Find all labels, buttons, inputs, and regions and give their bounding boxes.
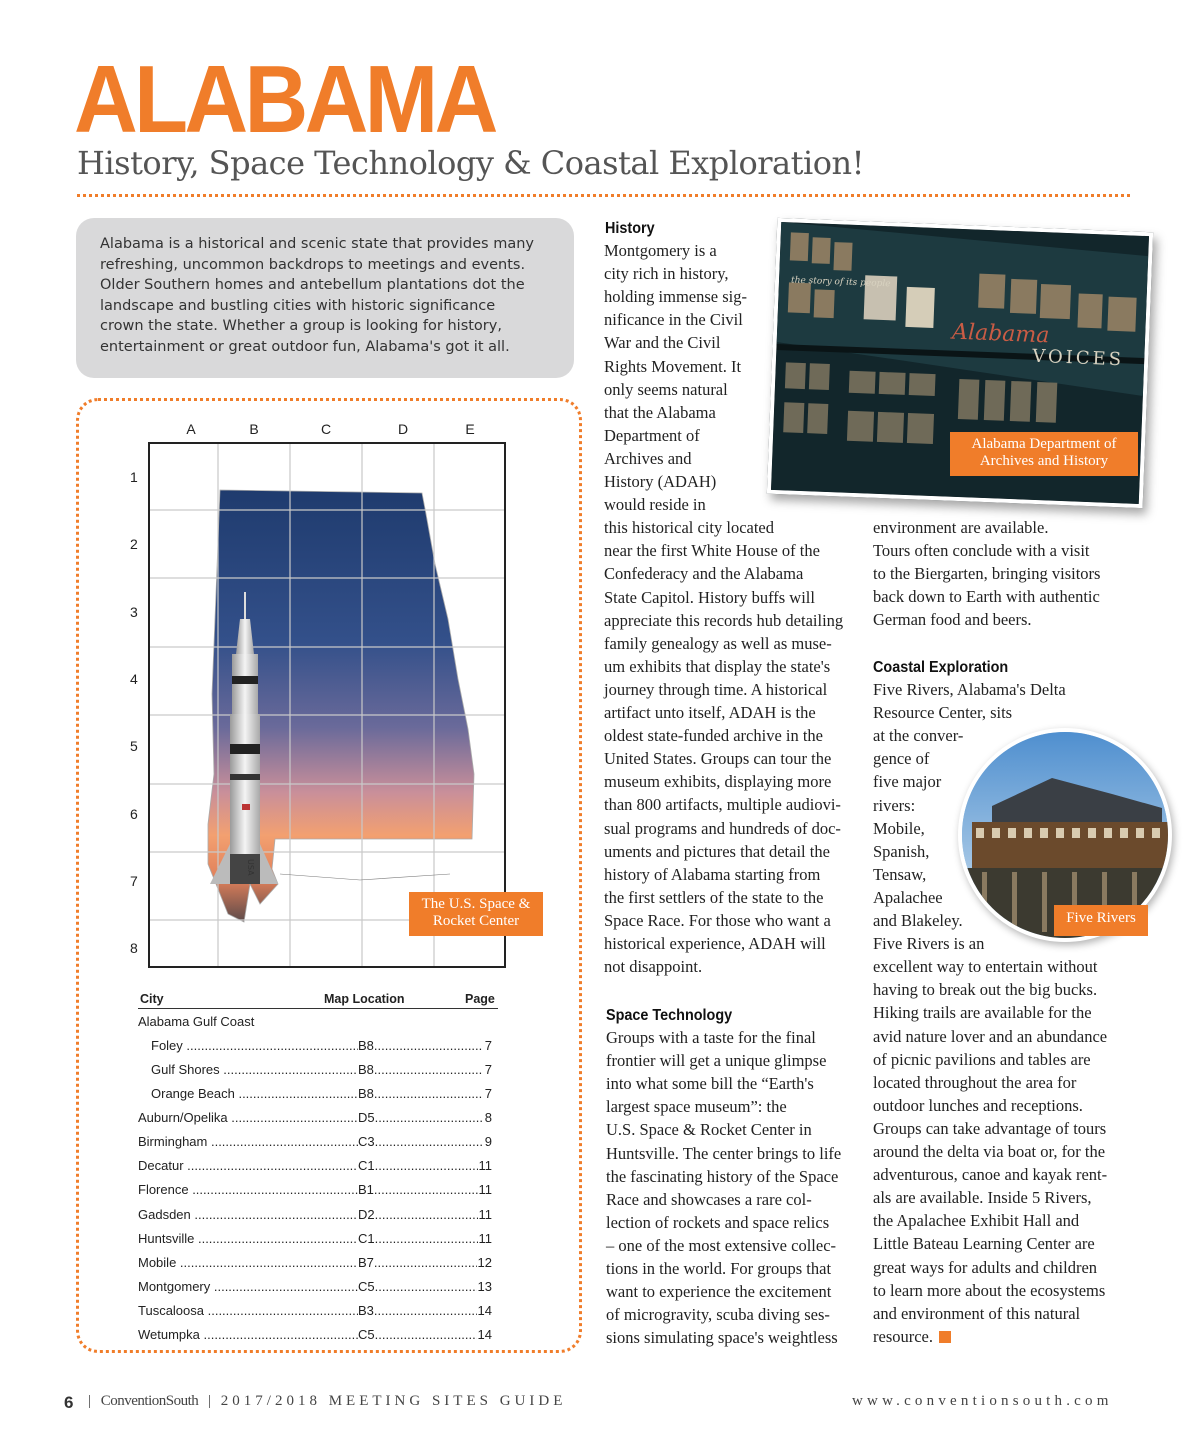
body-line: resource. xyxy=(873,1325,951,1348)
footer-guide: 2017/2018 MEETING SITES GUIDE xyxy=(220,1393,567,1409)
body-line: Confederacy and the Alabama xyxy=(604,564,804,584)
body-line: frontier will get a unique glimpse xyxy=(606,1051,827,1071)
body-line: Spanish, xyxy=(873,841,930,861)
caption-line: Archives and History xyxy=(979,453,1109,469)
body-line: and Blakeley. xyxy=(873,911,963,930)
body-line: sual programs and hundreds of doc- xyxy=(604,818,841,838)
city-name: Tuscaloosa ..... xyxy=(138,1302,358,1320)
body-line: rivers: xyxy=(873,795,916,815)
map-location: B7 ..... xyxy=(358,1254,482,1272)
rocket-usa-text: USA xyxy=(246,859,255,876)
city-name: Foley ..... xyxy=(138,1037,358,1055)
body-line: environment are available. xyxy=(873,518,1049,537)
table-row xyxy=(138,1326,496,1344)
body-line: city rich in history, xyxy=(604,264,729,284)
map-row-label: 1 xyxy=(130,469,138,485)
city-name: Huntsville ..... xyxy=(138,1230,358,1248)
coastal-section xyxy=(873,655,1023,679)
map-location: D2 ..... xyxy=(358,1206,482,1224)
page-number: 12 xyxy=(477,1255,492,1270)
body-line: artifact unto itself, ADAH is the xyxy=(604,703,816,722)
map-location: C1 ..... xyxy=(358,1230,482,1248)
map-location: B1 ..... xyxy=(358,1181,482,1199)
body-line: Space Race. For those who want a xyxy=(604,910,831,930)
intro-box xyxy=(76,218,574,378)
intro-line: crown the state. Whether a group is looking for history, xyxy=(100,318,502,334)
photo-voices-text: VOICES xyxy=(1031,345,1125,371)
map-column-label: B xyxy=(249,421,259,437)
alabama-map-grid xyxy=(148,442,506,968)
city-name: Orange Beach ..... xyxy=(138,1085,358,1103)
city-name: Montgomery ..... xyxy=(138,1278,358,1296)
body-line: the first settlers of the state to the xyxy=(604,887,824,907)
map-location: C1 ..... xyxy=(358,1157,482,1175)
table-row xyxy=(138,1181,496,1199)
intro-line: Alabama is a historical and scenic state that provides many xyxy=(100,236,534,252)
body-line: Five Rivers is an xyxy=(873,934,985,954)
body-line: Mobile, xyxy=(873,818,925,838)
body-line: journey through time. A historical xyxy=(604,679,828,699)
body-line: State Capitol. History buffs will xyxy=(604,587,815,607)
photo-alabama-text: Alabama xyxy=(951,319,1050,349)
body-line: German food and beers. xyxy=(873,610,1032,630)
table-row xyxy=(138,1157,496,1175)
body-line: Montgomery is a xyxy=(604,241,717,260)
body-line: Groups with a taste for the final xyxy=(606,1028,816,1047)
city-name: Mobile ..... xyxy=(138,1254,358,1272)
end-mark-icon xyxy=(939,1331,951,1343)
body-line: Groups can take advantage of tours xyxy=(873,1118,1107,1138)
page-subtitle: History, Space Technology & Coastal Exploration! xyxy=(77,144,864,182)
map-column-label: C xyxy=(320,421,332,437)
city-table-header xyxy=(138,992,498,1009)
map-location: C3 ..... xyxy=(358,1133,482,1151)
body-line: Huntsville. The center brings to life xyxy=(606,1143,842,1163)
body-line: Department of xyxy=(604,425,700,445)
map-row-label: 7 xyxy=(130,873,138,889)
archives-caption xyxy=(950,432,1138,476)
body-line: appreciate this records hub detailing xyxy=(604,610,844,630)
space-section xyxy=(606,1003,746,1027)
body-line: museum exhibits, displaying more xyxy=(604,772,832,792)
body-line: having to break out the big bucks. xyxy=(873,980,1098,1000)
table-row xyxy=(138,1230,496,1248)
page-number: 6 xyxy=(64,1393,74,1412)
table-row xyxy=(138,1302,496,1320)
body-line: that the Alabama xyxy=(604,402,716,422)
alabama-map-image xyxy=(150,444,504,966)
caption-line: Rocket Center xyxy=(432,913,520,929)
table-group-row xyxy=(138,1013,496,1031)
body-line: five major xyxy=(873,772,942,792)
table-row xyxy=(138,1085,496,1103)
table-row xyxy=(138,1254,496,1272)
body-line: Race and showcases a rare col- xyxy=(606,1189,812,1209)
body-line: largest space museum”: the xyxy=(606,1097,787,1117)
body-line: nificance in the Civil xyxy=(604,310,743,330)
body-line: not disappoint. xyxy=(604,957,703,977)
intro-line: landscape and bustling cities with historic significance xyxy=(100,297,496,314)
body-line: Little Bateau Learning Center are xyxy=(873,1234,1095,1254)
intro-line: entertainment or great outdoor fun, Alabama's got it all. xyxy=(100,338,510,355)
table-row xyxy=(138,1037,496,1055)
body-line: Apalachee xyxy=(873,887,943,907)
map-row-label: 5 xyxy=(130,738,138,754)
page-number: 14 xyxy=(477,1303,492,1318)
body-line: excellent way to entertain without xyxy=(873,957,1098,977)
body-line: outdoor lunches and receptions. xyxy=(873,1095,1083,1115)
map-location: B3 ..... xyxy=(358,1302,482,1320)
page-number: 7 xyxy=(484,1062,492,1077)
col-header-city: City xyxy=(140,992,164,1006)
page-number: 11 xyxy=(478,1182,492,1197)
table-row xyxy=(138,1109,496,1127)
footer-separator: | xyxy=(208,1393,212,1409)
city-name: Decatur ..... xyxy=(138,1157,358,1175)
footer-url: www.conventionsouth.com xyxy=(852,1393,1113,1409)
body-line: near the first White House of the xyxy=(604,541,820,561)
body-line: avid nature lover and an abundance xyxy=(873,1026,1108,1046)
table-row xyxy=(138,1206,496,1224)
dotted-divider xyxy=(77,194,1130,197)
map-row-label: 8 xyxy=(130,940,138,956)
body-line: to the Biergarten, bringing visitors xyxy=(873,564,1101,584)
body-line: Five Rivers, Alabama's Delta xyxy=(873,680,1066,699)
city-name: Gadsden ..... xyxy=(138,1206,358,1224)
body-line: the Apalachee Exhibit Hall and xyxy=(873,1211,1080,1231)
page-number: 7 xyxy=(484,1086,492,1101)
body-line: would reside in xyxy=(604,495,706,515)
body-line: to learn more about the ecosystems xyxy=(873,1280,1106,1300)
body-line: into what some bill the “Earth's xyxy=(606,1074,814,1094)
body-line: back down to Earth with authentic xyxy=(873,587,1100,607)
body-line: War and the Civil xyxy=(604,333,721,353)
map-column-label: A xyxy=(186,421,196,437)
caption-line: Alabama Department of xyxy=(971,436,1117,452)
map-column-label: D xyxy=(397,421,409,437)
body-line: this historical city located xyxy=(604,518,774,538)
body-line: great ways for adults and children xyxy=(873,1257,1098,1277)
body-line: sions simulating space's weightless xyxy=(606,1328,838,1348)
body-line: adventurous, canoe and kayak rent- xyxy=(873,1165,1108,1185)
map-location: B8 ..... xyxy=(358,1061,482,1079)
map-row-label: 2 xyxy=(130,536,138,552)
city-name: Wetumpka ..... xyxy=(138,1326,358,1344)
body-line: historical experience, ADAH will xyxy=(604,934,826,953)
map-location: D5 ..... xyxy=(358,1109,482,1127)
page-number: 14 xyxy=(477,1327,492,1342)
map-location: B8 ..... xyxy=(358,1085,482,1103)
body-line: located throughout the area for xyxy=(873,1072,1077,1092)
body-line: als are available. Inside 5 Rivers, xyxy=(873,1188,1092,1208)
body-line: Archives and xyxy=(604,448,692,468)
body-line: gence of xyxy=(873,749,930,769)
body-line: at the conver- xyxy=(873,726,964,746)
city-name: Birmingham ..... xyxy=(138,1133,358,1151)
body-line: – one of the most extensive collec- xyxy=(606,1235,837,1255)
page-number: 11 xyxy=(478,1207,492,1222)
body-line: history of Alabama starting from xyxy=(604,864,821,884)
map-row-label: 3 xyxy=(130,604,138,620)
body-line: um exhibits that display the state's xyxy=(604,656,831,676)
body-line: oldest state-funded archive in the xyxy=(604,726,824,746)
space-heading: Space Technology xyxy=(606,1007,733,1024)
photo-story-text: the story of its people xyxy=(790,275,891,290)
page-number: 11 xyxy=(478,1231,492,1246)
page-number: 9 xyxy=(484,1134,492,1149)
five-rivers-caption: Five Rivers xyxy=(1054,905,1148,936)
body-line: tions in the world. For groups that xyxy=(606,1259,832,1278)
body-line: than 800 artifacts, multiple audiovi- xyxy=(604,795,841,815)
table-row xyxy=(138,1133,496,1151)
body-line: U.S. Space & Rocket Center in xyxy=(606,1120,812,1140)
intro-line: Older Southern homes and antebellum plantations dot the xyxy=(100,277,525,293)
body-line: of picnic pavilions and tables are xyxy=(873,1049,1091,1069)
history-heading: History xyxy=(605,220,655,237)
map-location: C5 ..... xyxy=(358,1278,482,1296)
footer-magazine: ConventionSouth xyxy=(100,1393,199,1409)
body-line: United States. Groups can tour the xyxy=(604,749,832,769)
map-row-label: 4 xyxy=(130,671,138,687)
history-section xyxy=(605,216,660,240)
map-row-label: 6 xyxy=(130,806,138,822)
body-line: uments and pictures that detail the xyxy=(604,841,830,861)
body-line: around the delta via boat or, for the xyxy=(873,1142,1106,1161)
page-number: 11 xyxy=(478,1158,492,1173)
body-line: family genealogy as well as muse- xyxy=(604,633,832,653)
footer-separator: | xyxy=(88,1393,92,1409)
page-number: 13 xyxy=(477,1279,492,1294)
coastal-heading: Coastal Exploration xyxy=(873,659,1009,676)
map-column-label: E xyxy=(465,421,475,437)
table-row xyxy=(138,1061,496,1079)
caption-line: The U.S. Space & xyxy=(421,896,531,912)
body-line: the fascinating history of the Space xyxy=(606,1166,839,1186)
body-line: and environment of this natural xyxy=(873,1303,1081,1323)
rocket-center-caption xyxy=(409,892,543,936)
map-location: B8 ..... xyxy=(358,1037,482,1055)
body-line: holding immense sig- xyxy=(604,287,747,307)
body-line: Tensaw, xyxy=(873,864,927,884)
footer-left xyxy=(88,1393,566,1410)
col-header-location: Map Location xyxy=(324,992,405,1006)
body-line: lection of rockets and space relics xyxy=(606,1212,830,1232)
body-line: Tours often conclude with a visit xyxy=(873,541,1090,561)
city-name: Florence ..... xyxy=(138,1181,358,1199)
body-line: Hiking trails are available for the xyxy=(873,1003,1092,1023)
page-number: 7 xyxy=(484,1038,492,1053)
body-line: History (ADAH) xyxy=(604,472,717,491)
map-location: C5 ..... xyxy=(358,1326,482,1344)
body-line: Rights Movement. It xyxy=(604,356,742,376)
group-label: Alabama Gulf Coast xyxy=(138,1014,255,1029)
body-line: only seems natural xyxy=(604,379,728,399)
page-title: ALABAMA xyxy=(74,46,495,153)
body-line: want to experience the excitement xyxy=(606,1282,832,1302)
city-name: Gulf Shores ..... xyxy=(138,1061,358,1079)
body-line: Resource Center, sits xyxy=(873,703,1013,723)
body-line: of microgravity, scuba diving ses- xyxy=(606,1305,830,1325)
page-number: 8 xyxy=(484,1110,492,1125)
intro-line: refreshing, uncommon backdrops to meetings and events. xyxy=(100,256,526,273)
col-header-page: Page xyxy=(465,992,495,1006)
table-row xyxy=(138,1278,496,1296)
city-name: Auburn/Opelika ..... xyxy=(138,1109,358,1127)
